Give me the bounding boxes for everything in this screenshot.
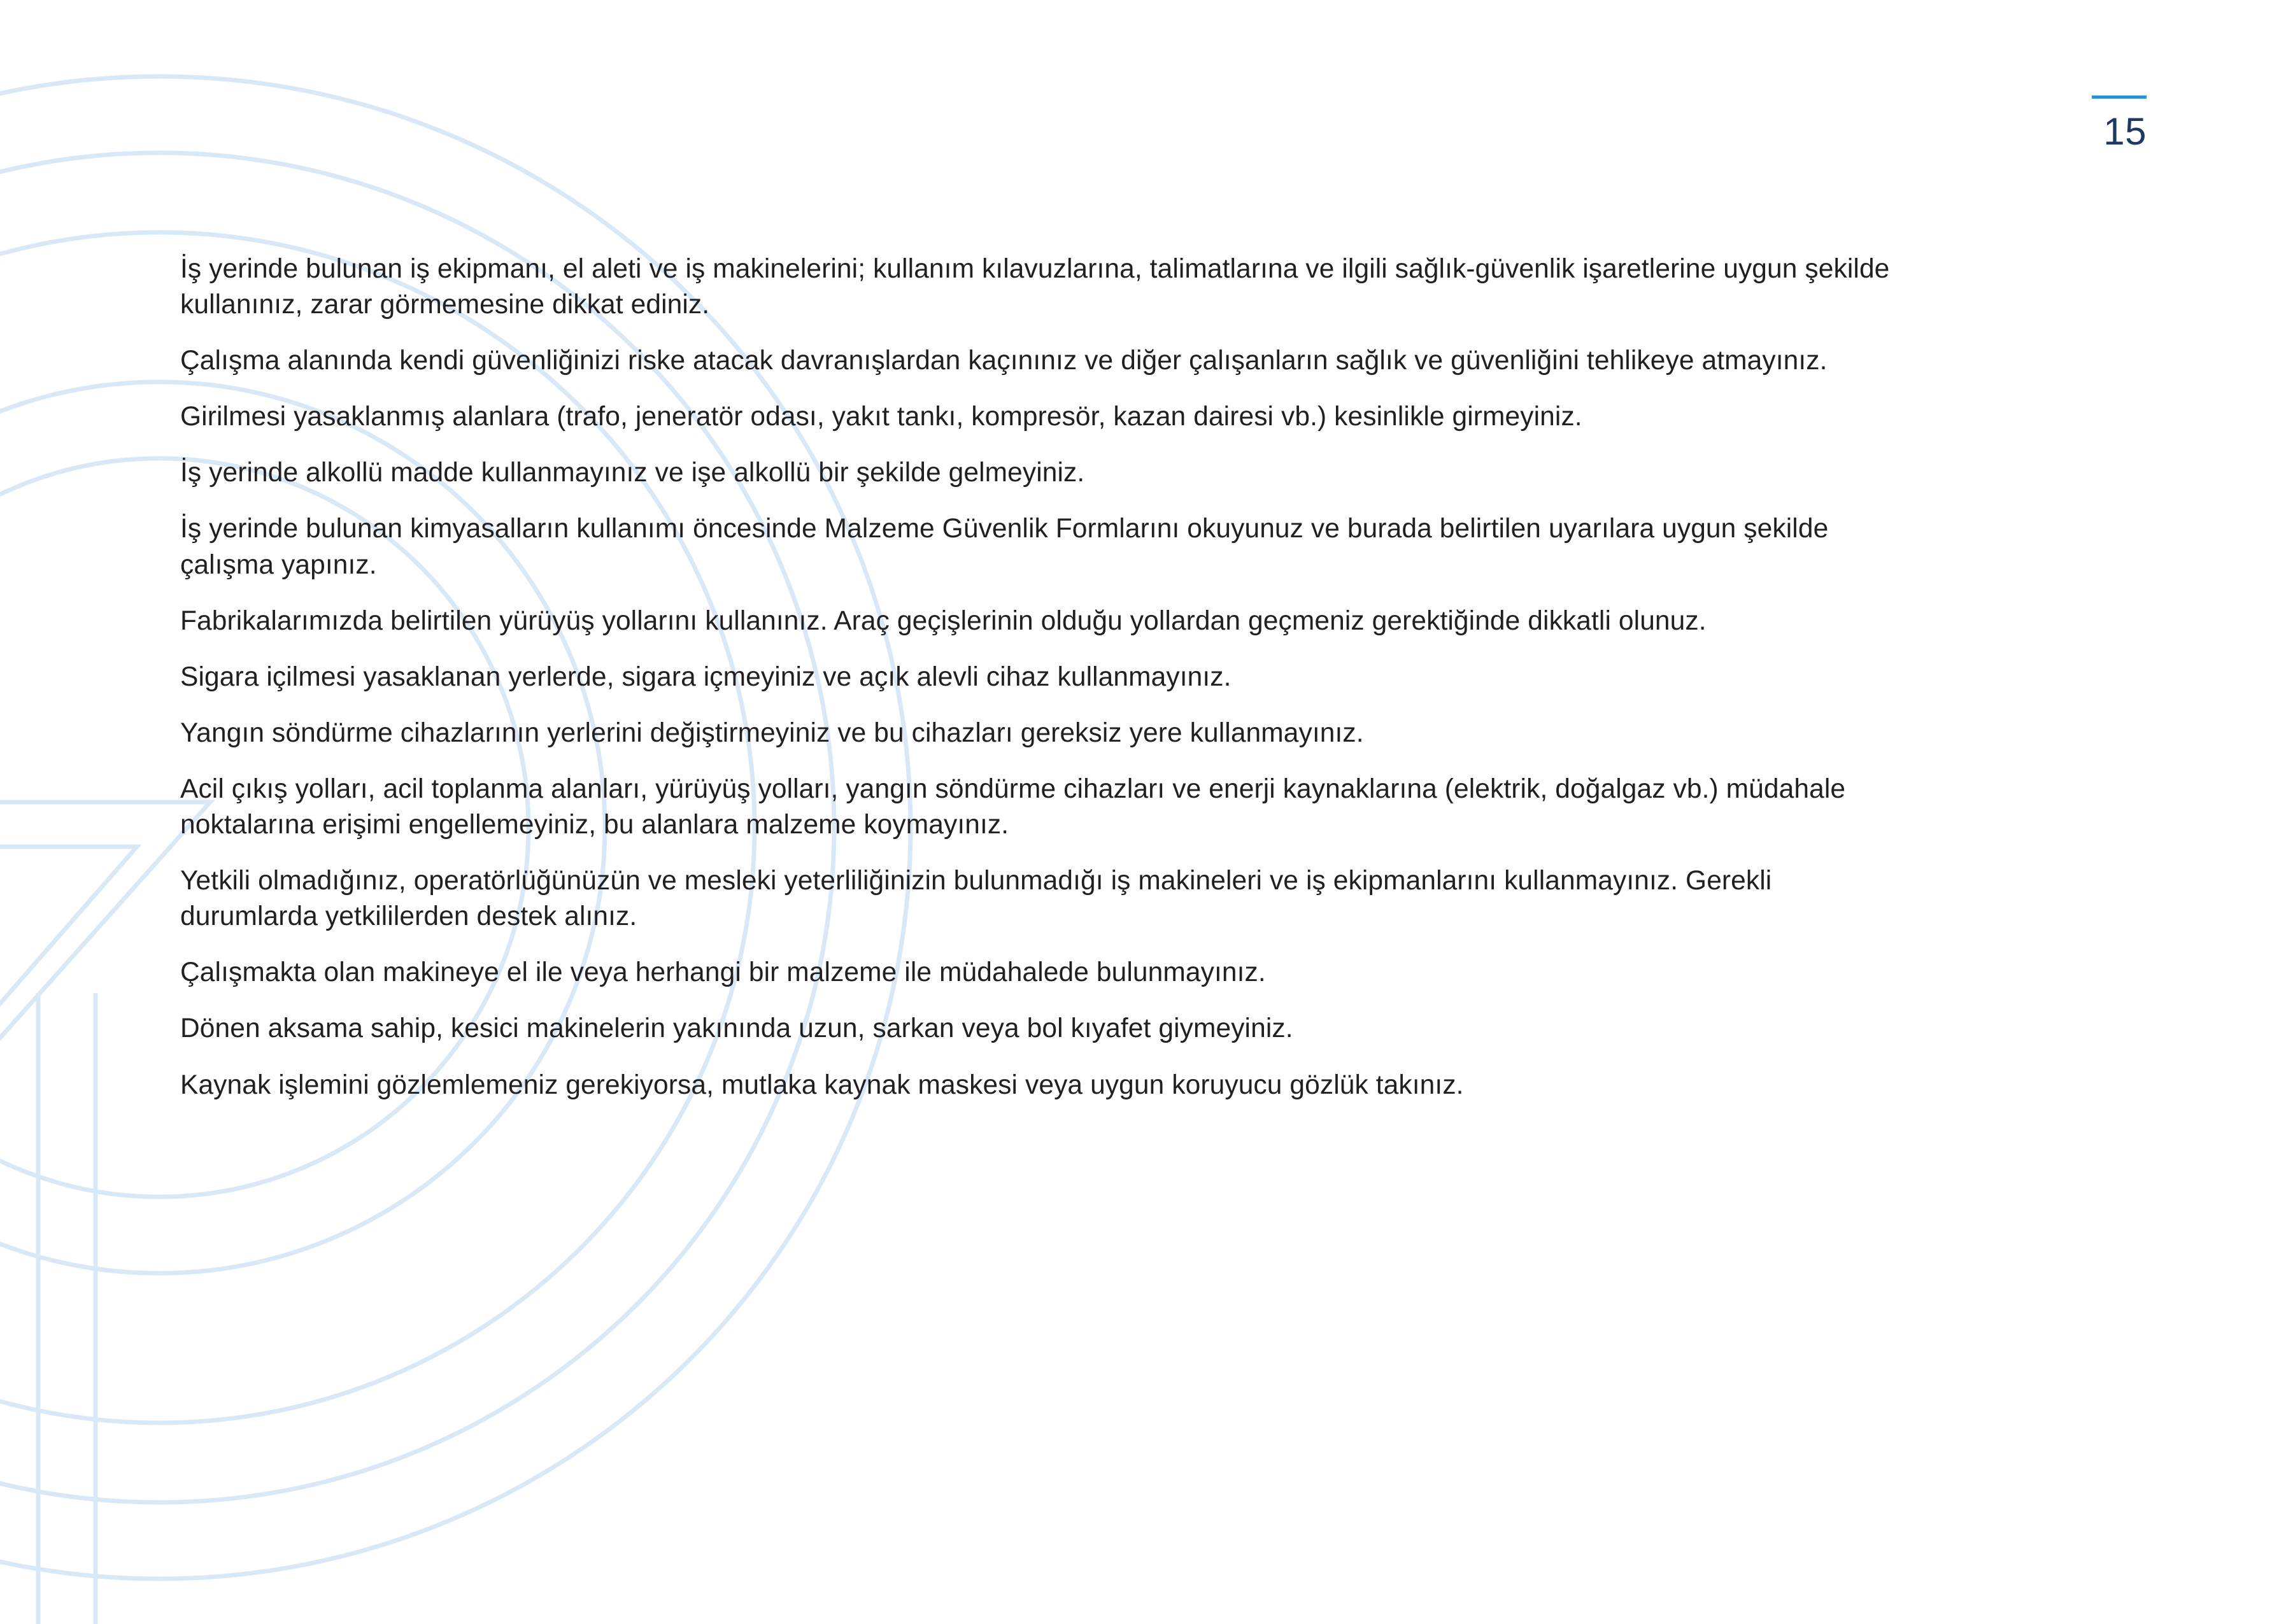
page-number-rule: [2092, 95, 2147, 99]
paragraph: Fabrikalarımızda belirtilen yürüyüş yollarını kullanınız. Araç geçişlerinin olduğu yollardan geçmeniz gerektiğinde dikkatli olunuz.: [180, 605, 1707, 636]
paragraph: Girilmesi yasaklanmış alanlara (trafo, jeneratör odası, yakıt tankı, kompresör, kazan dairesi vb.) kesinlikle girmeyiniz.: [180, 402, 1582, 432]
paragraph: İş yerinde bulunan iş ekipmanı, el aleti ve iş makinelerini; kullanım kılavuzlarına, talimatlarına ve ilgili sağlık-güvenlik işaretlerine uygun şekilde kullanınız, zarar görmemesine dikkat ediniz.: [180, 254, 1890, 320]
paragraph: Çalışmakta olan makineye el ile veya herhangi bir malzeme ile müdahalede bulunmayınız.: [180, 957, 1266, 988]
paragraph: Dönen aksama sahip, kesici makinelerin yakınında uzun, sarkan veya bol kıyafet giymeyiniz.: [180, 1013, 1293, 1044]
document-body: [180, 251, 1906, 1103]
paragraph: Yetkili olmadığınız, operatörlüğünüzün ve mesleki yeterliliğinizin bulunmadığı iş makineleri ve iş ekipmanlarını kullanmayınız. Gerekli durumlarda yetkililerden destek alınız.: [180, 866, 1772, 932]
paragraph: Çalışma alanında kendi güvenliğinizi riske atacak davranışlardan kaçınınız ve diğer çalışanların sağlık ve güvenliğini tehlikeye atmayınız.: [180, 346, 1828, 376]
paragraph: İş yerinde alkollü madde kullanmayınız ve işe alkollü bir şekilde gelmeyiniz.: [180, 458, 1085, 488]
page-number-block: [2070, 95, 2147, 151]
paragraph: Acil çıkış yolları, acil toplanma alanları, yürüyüş yolları, yangın söndürme cihazları ve enerji kaynaklarına (elektrik, doğalgaz vb.) müdahale noktalarına erişimi engellemeyiniz, bu alanlara malzeme koymayınız.: [180, 773, 1846, 840]
paragraph: Kaynak işlemini gözlemlemeniz gerekiyorsa, mutlaka kaynak maskesi veya uygun koruyucu gözlük takınız.: [180, 1070, 1464, 1100]
paragraph: Sigara içilmesi yasaklanan yerlerde, sigara içmeyiniz ve açık alevli cihaz kullanmayınız.: [180, 661, 1232, 692]
paragraph: İş yerinde bulunan kimyasalların kullanımı öncesinde Malzeme Güvenlik Formlarını okuyunuz ve burada belirtilen uyarılara uygun şekilde çalışma yapınız.: [180, 514, 1829, 580]
page-number: 15: [2103, 110, 2147, 153]
paragraph: Yangın söndürme cihazlarının yerlerini değiştirmeyiniz ve bu cihazları gereksiz yere kullanmayınız.: [180, 717, 1364, 748]
